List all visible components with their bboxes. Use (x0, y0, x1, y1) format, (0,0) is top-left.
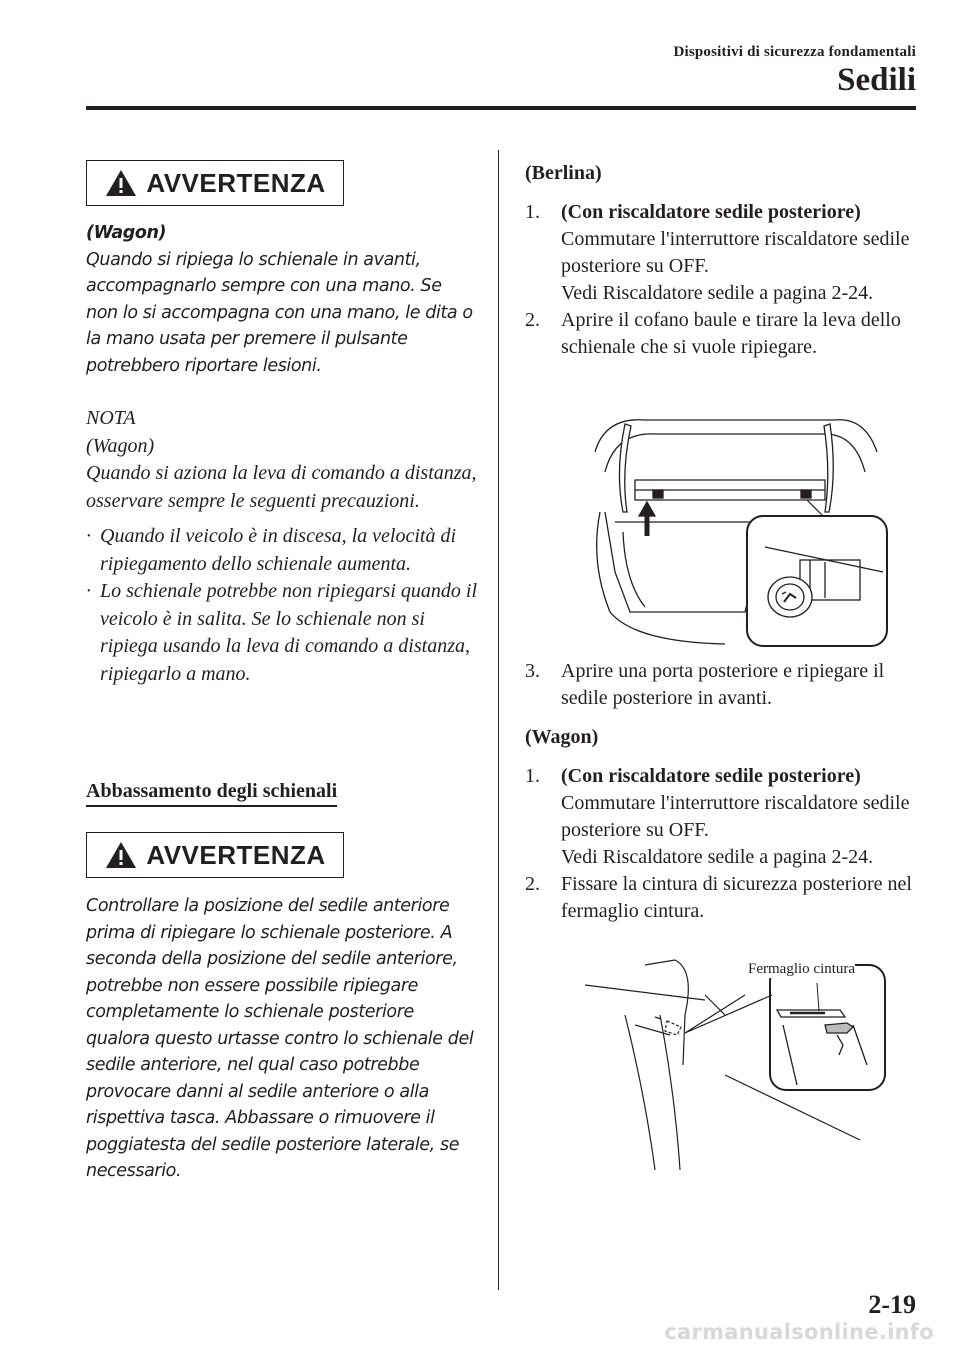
warning-1-text: Quando si ripiega lo schienale in avanti, accompagnarlo sempre con una mano. Se non lo si accompagna con una mano, le dita o la mano usata per premere il pulsante potrebbero riportare lesioni. (86, 249, 473, 376)
wagon-steps (525, 724, 920, 925)
trunk-lever-illustration (585, 412, 890, 650)
berlina-steps (525, 160, 920, 361)
note-bullet (86, 523, 481, 578)
warning-box-2 (86, 832, 344, 878)
note-block (86, 405, 481, 688)
belt-buckle-illustration (585, 955, 890, 1175)
step-text: Aprire una porta posteriore e ripiegare il sedile posteriore in avanti. (561, 660, 885, 709)
berlina-step-3-wrap (525, 658, 920, 712)
step-text: Fissare la cintura di sicurezza posteriore nel fermaglio cintura. (561, 873, 912, 922)
step-reference: Vedi Riscaldatore sedile a pagina 2-24. (561, 846, 874, 868)
wagon-heading: (Wagon) (525, 726, 599, 748)
note-subtitle: (Wagon) (86, 434, 155, 457)
warning-1-subtitle: (Wagon) (86, 223, 167, 243)
step-number: 1. (525, 765, 540, 787)
watermark: carmanualsonline.info (664, 1320, 934, 1344)
step-text: Commutare l'interruttore riscaldatore sedile posteriore su OFF. (561, 228, 910, 277)
berlina-step-3 (525, 658, 920, 712)
header-rule (86, 106, 916, 110)
note-bullet (86, 578, 481, 688)
berlina-step-1 (525, 199, 920, 307)
trunk-lever-figure (585, 412, 890, 650)
step-text: Aprire il cofano baule e tirare la leva dello schienale che si vuole ripiegare. (561, 309, 901, 358)
note-text: Quando si aziona la leva di comando a distanza, osservare sempre le seguenti precauzioni. (86, 462, 477, 512)
bullet-dot: · (86, 525, 91, 547)
warning-2-text: Controllare la posizione del sedile anteriore prima di ripiegare lo schienale posteriore. A seconda della posizione del sedile anteriore, potrebbe non essere possibile ripiegare completamente lo schienale posteriore qualora questo urtasse contro lo schienale del sedile anteriore, nel qual caso potrebbe provocare danni al sedile anteriore o alla rispettiva tasca. Abbassare o rimuovere il poggiatesta del sedile posteriore laterale, se necessario. (86, 896, 474, 1181)
bullet-dot: · (86, 580, 91, 602)
warning-label: AVVERTENZA (146, 167, 326, 198)
section-heading-wrap (86, 780, 337, 807)
step-number: 3. (525, 660, 540, 682)
step-number: 1. (525, 201, 540, 223)
warning-label: AVVERTENZA (146, 839, 326, 870)
note-bullet-text: Quando il veicolo è in discesa, la velocità di ripiegamento dello schienale aumenta. (100, 525, 457, 575)
warning-triangle-icon (104, 168, 138, 198)
page-number: 2-19 (868, 1290, 916, 1319)
step-title: (Con riscaldatore sedile posteriore) (561, 765, 861, 787)
warning-triangle-icon (104, 840, 138, 870)
step-reference: Vedi Riscaldatore sedile a pagina 2-24. (561, 282, 874, 304)
wagon-step-2 (525, 871, 920, 925)
wagon-step-1 (525, 763, 920, 871)
warning-box-1 (86, 160, 344, 206)
figure-callout-label: Fermaglio cintura (748, 961, 856, 977)
step-number: 2. (525, 309, 540, 331)
column-divider (498, 150, 499, 1290)
note-label: NOTA (86, 407, 136, 429)
step-text: Commutare l'interruttore riscaldatore sedile posteriore su OFF. (561, 792, 910, 841)
step-number: 2. (525, 873, 540, 895)
section-header: Dispositivi di sicurezza fondamentali (673, 44, 916, 60)
note-bullet-text: Lo schienale potrebbe non ripiegarsi quando il veicolo è in salita. Se lo schienale non si ripiega usando la leva di comando a distanza, ripiegarlo a mano. (100, 580, 478, 685)
warning-1-content (86, 220, 476, 379)
berlina-step-2 (525, 307, 920, 361)
section-heading: Abbassamento degli schienali (86, 780, 337, 807)
berlina-heading: (Berlina) (525, 162, 602, 184)
belt-buckle-figure (585, 955, 890, 1175)
step-title: (Con riscaldatore sedile posteriore) (561, 201, 861, 223)
page-title: Sedili (837, 62, 916, 98)
